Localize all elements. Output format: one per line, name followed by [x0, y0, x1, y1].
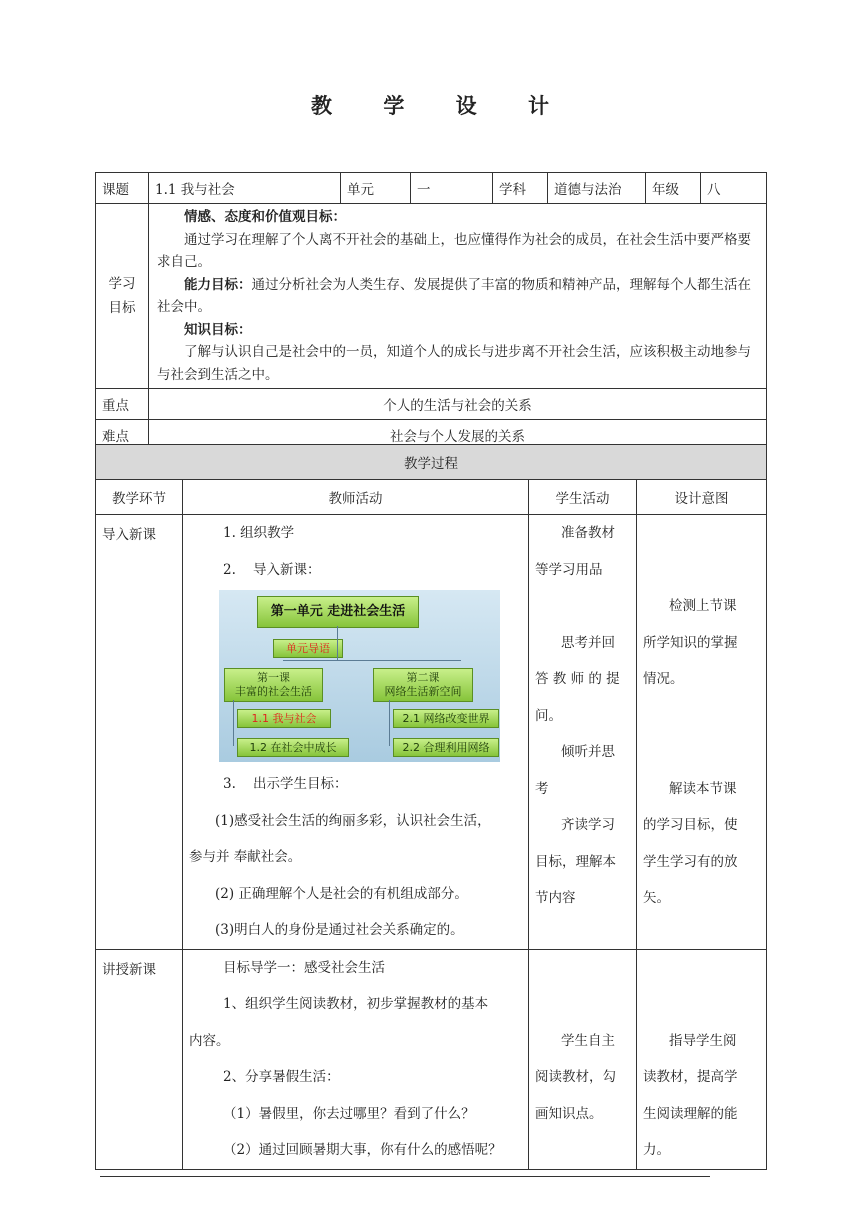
knowledge-goal-text: 了解与认识自己是社会中的一员，知道个人的成长与进步离不开社会生活，应该积极主动地参与与社会到生活之中。 — [157, 344, 751, 383]
design-intent-line: 检测上节课 — [669, 598, 737, 614]
teaching-stage: 讲授新课 — [96, 949, 183, 1169]
diagram-connector — [389, 700, 390, 746]
process-title-row — [96, 445, 767, 480]
design-intent-line: 情况。 — [643, 671, 684, 687]
design-intent-line: 矢。 — [643, 890, 670, 906]
teaching-row — [96, 949, 767, 1169]
process-header-row — [96, 480, 767, 515]
student-activity-line: 考 — [535, 780, 549, 797]
diagram-lesson1-title: 丰富的社会生活 — [235, 685, 312, 698]
diagram-lesson1-box — [224, 668, 323, 702]
intro-student-activity — [529, 515, 637, 950]
key-point-label: 重点 — [96, 389, 149, 420]
lesson-value: 1.1 我与社会 — [149, 173, 341, 204]
emotion-goal-title: 情感、态度和价值观目标： — [184, 209, 346, 225]
student-activity-line: 准备教材 — [561, 525, 615, 541]
intro-teacher-activity — [183, 515, 529, 950]
student-activity-line: 学生自主 — [561, 1032, 615, 1049]
ability-goal-text: 通过分析社会为人类生存、发展提供了丰富的物质和精神产品，理解每个人都生活在社会中。 — [157, 276, 751, 315]
unit-label: 单元 — [341, 173, 411, 204]
teacher-step-2: 2. 导入新课： — [223, 561, 321, 578]
teaching-teacher-activity — [183, 949, 529, 1169]
intro-design-intent — [637, 515, 767, 950]
ability-goal-title: 能力目标： — [184, 276, 252, 293]
student-activity-line: 阅读教材，勾 — [535, 1069, 616, 1085]
diagram-unit-box: 第一单元 走进社会生活 — [257, 596, 419, 628]
teacher-line: （1）暑假里，你去过哪里？看到了什么？ — [223, 1105, 475, 1122]
lesson-info-table — [95, 172, 767, 451]
design-intent-line: 读教材，提高学 — [643, 1069, 738, 1085]
unit-value: 一 — [411, 173, 493, 204]
diagram-lesson2-title: 网络生活新空间 — [384, 685, 462, 698]
design-intent-line: 生阅读理解的能 — [643, 1105, 738, 1122]
student-activity-line: 目标，理解本 — [535, 853, 616, 870]
student-goal-1b: 参与并 奉献社会。 — [189, 849, 302, 865]
diagram-lesson2-number: 第二课 — [406, 671, 440, 684]
emotion-goal-text: 通过学习在理解了个人离不开社会的基础上，也应懂得作为社会的成员，在社会生活中要严格要求自己。 — [157, 231, 751, 270]
subject-value: 道德与法治 — [548, 173, 646, 204]
diagram-section-2-1: 2.1 网络改变世界 — [393, 709, 499, 728]
intro-stage: 导入新课 — [96, 515, 183, 950]
diagram-section-1-2: 1.2 在社会中成长 — [237, 738, 349, 757]
info-row — [96, 173, 767, 204]
unit-structure-diagram — [219, 590, 500, 762]
student-activity-line: 等学习用品 — [535, 561, 603, 578]
key-point-value: 个人的生活与社会的关系 — [149, 389, 767, 420]
design-intent-line: 解读本节课 — [669, 780, 737, 797]
diagram-connector — [337, 626, 338, 661]
design-intent-line: 指导学生阅 — [669, 1032, 737, 1049]
design-intent-line: 的学习目标，使 — [643, 817, 738, 833]
student-activity-line: 倾听并思 — [561, 744, 615, 760]
teacher-step-1: 1. 组织教学 — [223, 525, 295, 541]
grade-value: 八 — [701, 173, 767, 204]
header-student: 学生活动 — [529, 480, 637, 515]
goals-label — [96, 204, 149, 389]
knowledge-goal-title: 知识目标： — [184, 321, 252, 338]
diagram-section-2-2: 2.2 合理利用网络 — [393, 738, 499, 757]
student-goal-3: (3)明白人的身份是通过社会关系确定的。 — [215, 922, 464, 938]
diagram-lesson2-box — [373, 668, 473, 702]
design-intent-line: 学生学习有的放 — [643, 853, 738, 870]
page-title: 教 学 设 计 — [311, 93, 571, 118]
teacher-line: 2、分享暑假生活： — [223, 1069, 340, 1085]
design-intent-line: 力。 — [643, 1142, 670, 1158]
teacher-line: 内容。 — [189, 1032, 230, 1049]
student-goal-1a: (1)感受社会生活的绚丽多彩，认识社会生活， — [215, 812, 491, 829]
difficulty-label: 难点 — [96, 420, 149, 451]
intro-row — [96, 515, 767, 950]
goals-row — [96, 204, 767, 389]
header-stage: 教学环节 — [96, 480, 183, 515]
subject-label: 学科 — [493, 173, 548, 204]
goals-label-text: 学习目标 — [108, 276, 136, 316]
design-intent-line: 所学知识的掌握 — [643, 634, 738, 651]
goals-content — [149, 204, 767, 389]
footer-divider — [100, 1176, 710, 1177]
student-activity-line: 画知识点。 — [535, 1105, 603, 1122]
student-activity-line: 问。 — [535, 707, 562, 724]
student-activity-line: 思考并回 — [561, 634, 615, 651]
process-title: 教学过程 — [96, 445, 767, 480]
diagram-lesson1-number: 第一课 — [257, 671, 290, 684]
header-teacher: 教师活动 — [183, 480, 529, 515]
lesson-label: 课题 — [96, 173, 149, 204]
student-goal-2: (2) 正确理解个人是社会的有机组成部分。 — [215, 885, 468, 902]
student-activity-line: 节内容 — [535, 890, 576, 906]
teacher-line: （2）通过回顾暑期大事，你有什么的感悟呢？ — [223, 1142, 502, 1158]
diagram-section-1-1: 1.1 我与社会 — [237, 709, 331, 728]
key-point-row — [96, 389, 767, 420]
diagram-guide-box: 单元导语 — [273, 639, 343, 658]
teacher-line: 1、组织学生阅读教材，初步掌握教材的基本 — [223, 996, 489, 1012]
teacher-line: 目标导学一：感受社会生活 — [223, 959, 385, 976]
diagram-connector — [233, 700, 234, 746]
student-activity-line: 答 教 师 的 提 — [535, 671, 620, 687]
header-design: 设计意图 — [637, 480, 767, 515]
teaching-process-table — [95, 444, 767, 1170]
student-activity-line: 齐读学习 — [561, 817, 615, 833]
diagram-connector — [283, 660, 461, 661]
teacher-step-3: 3. 出示学生目标： — [223, 776, 348, 792]
grade-label: 年级 — [646, 173, 701, 204]
teaching-student-activity — [529, 949, 637, 1169]
teaching-design-intent — [637, 949, 767, 1169]
difficulty-value: 社会与个人发展的关系 — [149, 420, 767, 451]
